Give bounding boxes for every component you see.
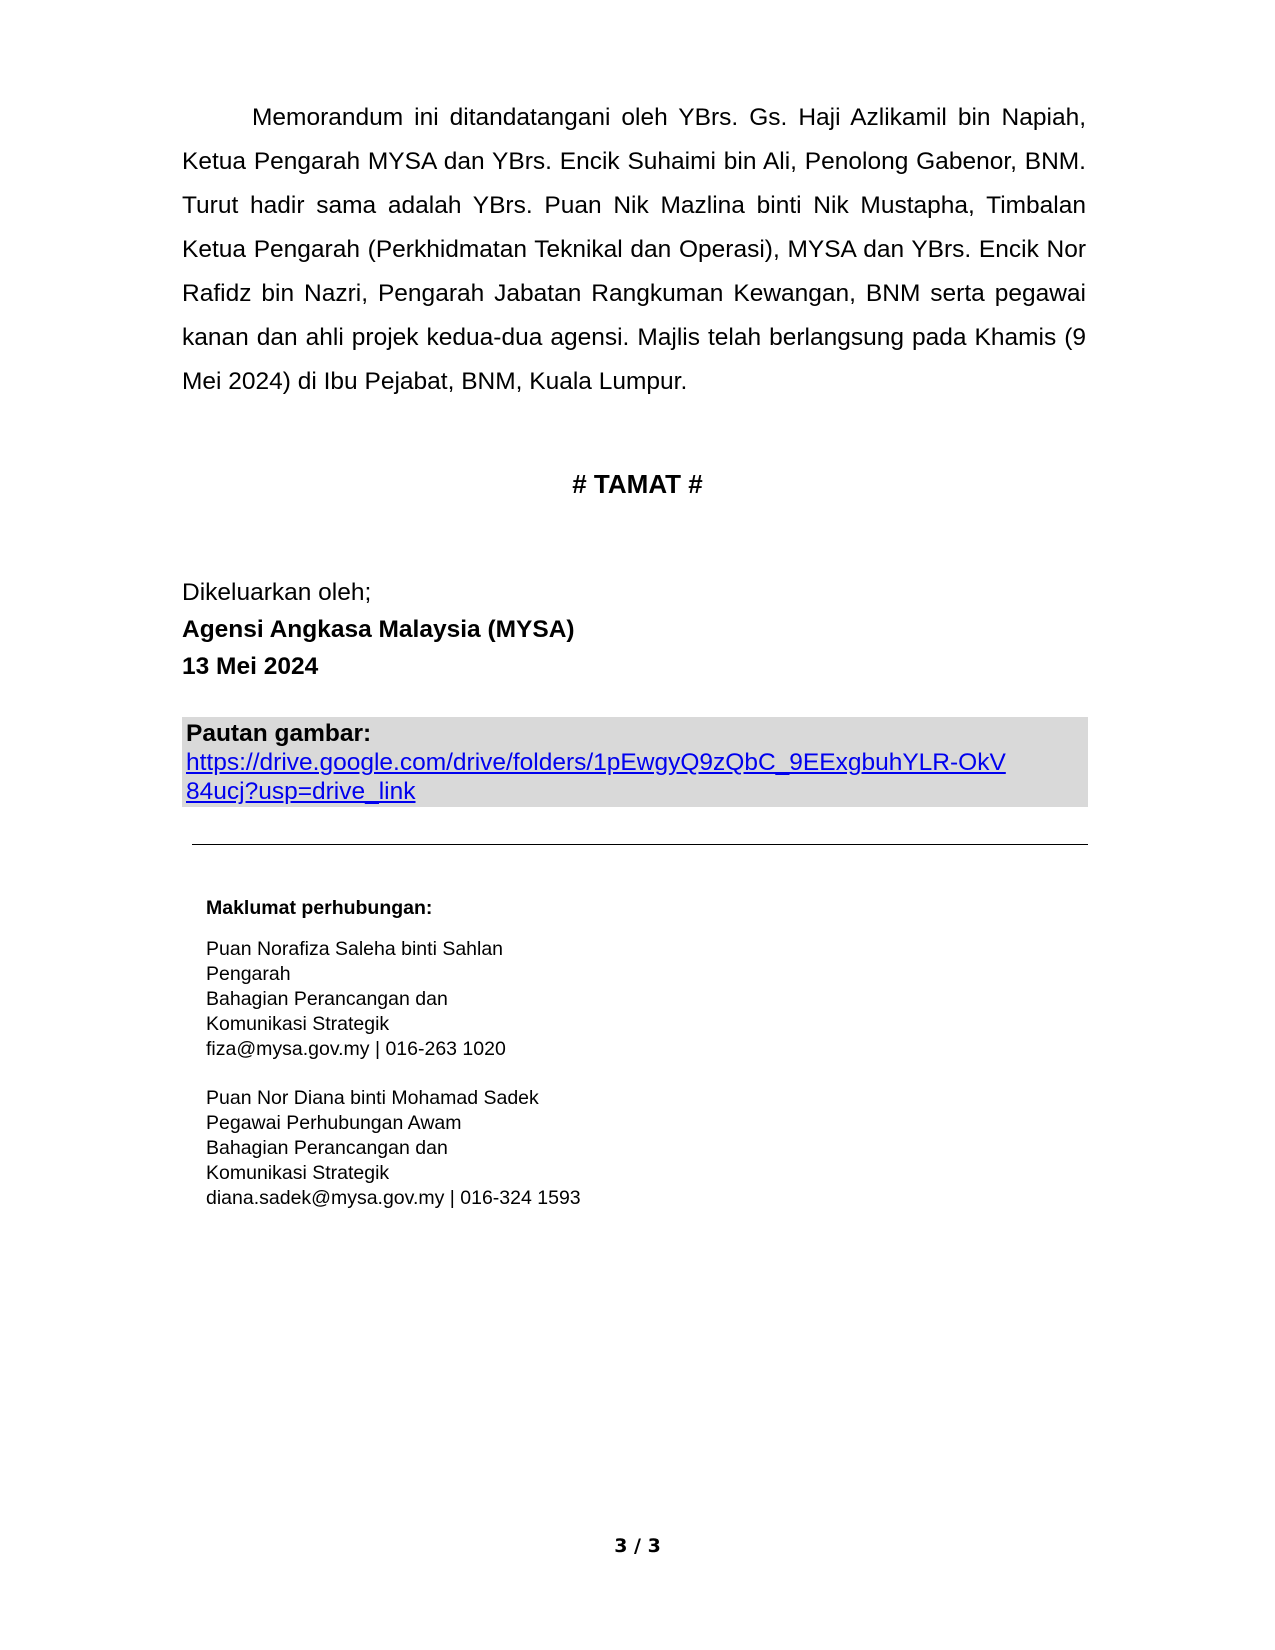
contact-info — [206, 896, 581, 1235]
contact-name: Puan Norafiza Saleha binti Sahlan — [206, 938, 504, 960]
divider — [192, 844, 1088, 845]
contact-title: Pegawai Perhubungan Awam — [206, 1112, 462, 1134]
contact-department: Bahagian Perancangan dan — [206, 988, 448, 1010]
page-number: 3 / 3 — [614, 1535, 661, 1557]
end-marker: # TAMAT # — [572, 469, 703, 499]
contact-name: Puan Nor Diana binti Mohamad Sadek — [206, 1087, 539, 1109]
contact-department: Komunikasi Strategik — [206, 1162, 390, 1184]
issuing-agency: Agensi Angkasa Malaysia (MYSA) — [182, 616, 575, 643]
photo-link-label: Pautan gambar: — [186, 720, 372, 747]
memorandum-paragraph: Memorandum ini ditandatangani oleh YBrs. Gs. Haji Azlikamil bin Napiah, Ketua Pengarah MYSA dan YBrs. Encik Suhaimi bin Ali, Penolong Gabenor, BNM. Turut hadir sama adalah YBrs. Puan Nik Mazlina binti Nik Mustapha, Timbalan Ketua Pengarah (Perkhidmatan Teknikal dan Operasi), MYSA dan YBrs. Encik Nor Rafidz bin Nazri, Pengarah Jabatan Rangkuman Kewangan, BNM serta pegawai kanan dan ahli projek kedua-dua agensi. Majlis telah berlangsung pada Khamis (9 Mei 2024) di Ibu Pejabat, BNM, Kuala Lumpur. — [182, 104, 1086, 395]
contact-details: fiza@mysa.gov.my | 016-263 1020 — [206, 1038, 506, 1060]
photo-link[interactable]: https://drive.google.com/drive/folders/1pEwgyQ9zQbC_9EExgbuhYLR-OkV84ucj?usp=drive_link — [186, 749, 1006, 805]
contact-department: Bahagian Perancangan dan — [206, 1137, 448, 1159]
contact-heading: Maklumat perhubungan: — [206, 897, 433, 919]
issued-by-block — [182, 574, 575, 685]
contact-person — [206, 937, 581, 1062]
contact-department: Komunikasi Strategik — [206, 1013, 390, 1035]
contact-details: diana.sadek@mysa.gov.my | 016-324 1593 — [206, 1187, 581, 1209]
issue-date: 13 Mei 2024 — [182, 653, 319, 680]
contact-person — [206, 1086, 581, 1211]
contact-title: Pengarah — [206, 963, 291, 985]
issued-by-label: Dikeluarkan oleh; — [182, 579, 372, 606]
photo-link-box — [182, 717, 1088, 807]
